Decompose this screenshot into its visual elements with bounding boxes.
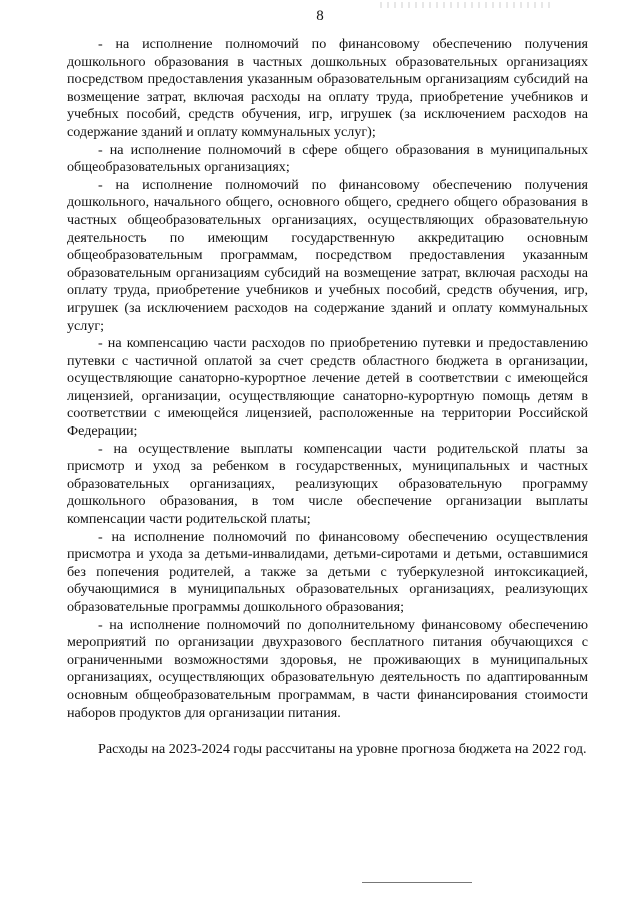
paragraph-meals: - на исполнение полномочий по дополнительному финансовому обеспечению мероприятий по организации двухразового бесплатного питания обучающихся с ограниченными возможностями здоровья, не проживающих в муниципальных организациях, осуществляющих образовательную деятельность по адаптированным основным общеобразовательным программам, в части финансирования стоимости наборов продуктов для организации питания. <box>67 616 588 721</box>
page-number: 8 <box>316 8 324 24</box>
footer-rule <box>362 882 472 883</box>
paragraph-preschool-private: - на исполнение полномочий по финансовому обеспечению получения дошкольного образования в частных дошкольных образовательных организациях посредством предоставления указанным образовательным организациям субсидий на возмещение затрат, включая расходы на оплату труда, приобретение учебников и учебных пособий, средств обучения, игр, игрушек (за исключением расходов на содержание зданий и оплату коммунальных услуг); <box>67 36 588 140</box>
closing-paragraph: Расходы на 2023-2024 годы рассчитаны на уровне прогноза бюджета на 2022 год. <box>98 741 587 758</box>
document-body <box>67 36 588 759</box>
paragraph-private-general: - на исполнение полномочий по финансовому обеспечению получения дошкольного, начального общего, основного общего, среднего общего образования в частных общеобразовательных организациях, осуществляющих образовательную деятельность по имеющим государственную аккредитацию основным общеобразовательным программам, посредством предоставления указанным образовательным организациям субсидий на возмещение затрат, включая расходы на оплату труда, приобретение учебников и учебных пособий, средств обучения, игр, игрушек (за исключением расходов на содержание зданий и оплату коммунальных услуг; <box>67 176 588 334</box>
paragraph-care-children: - на исполнение полномочий по финансовому обеспечению осуществления присмотра и ухода за детьми-инвалидами, детьми-сиротами и детьми, оставшимися без попечения родителей, а также за детьми с туберкулезной интоксикацией, обучающимися в муниципальных образовательных организациях, реализующих образовательные программы дошкольного образования; <box>67 528 588 615</box>
paragraph-parent-compensation: - на осуществление выплаты компенсации части родительской платы за присмотр и уход за ребенком в государственных, муниципальных и частных образовательных организациях, реализующих образовательную программу дошкольного образования, в том числе обеспечение организации выплаты компенсации части родительской платы; <box>67 440 588 528</box>
paragraph-sanatorium: - на компенсацию части расходов по приобретению путевки и предоставлению путевки с частичной оплатой за счет средств областного бюджета в организации, осуществляющие санаторно-курортное лечение детей в соответствии с имеющейся лицензией, организации, осуществляющие санаторно-курортную помощь детям в соответствии с имеющейся лицензией, расположенные на территории Российской Федерации; <box>67 335 588 440</box>
paragraph-general-education: - на исполнение полномочий в сфере общего образования в муниципальных общеобразовательных организациях; <box>67 141 588 176</box>
